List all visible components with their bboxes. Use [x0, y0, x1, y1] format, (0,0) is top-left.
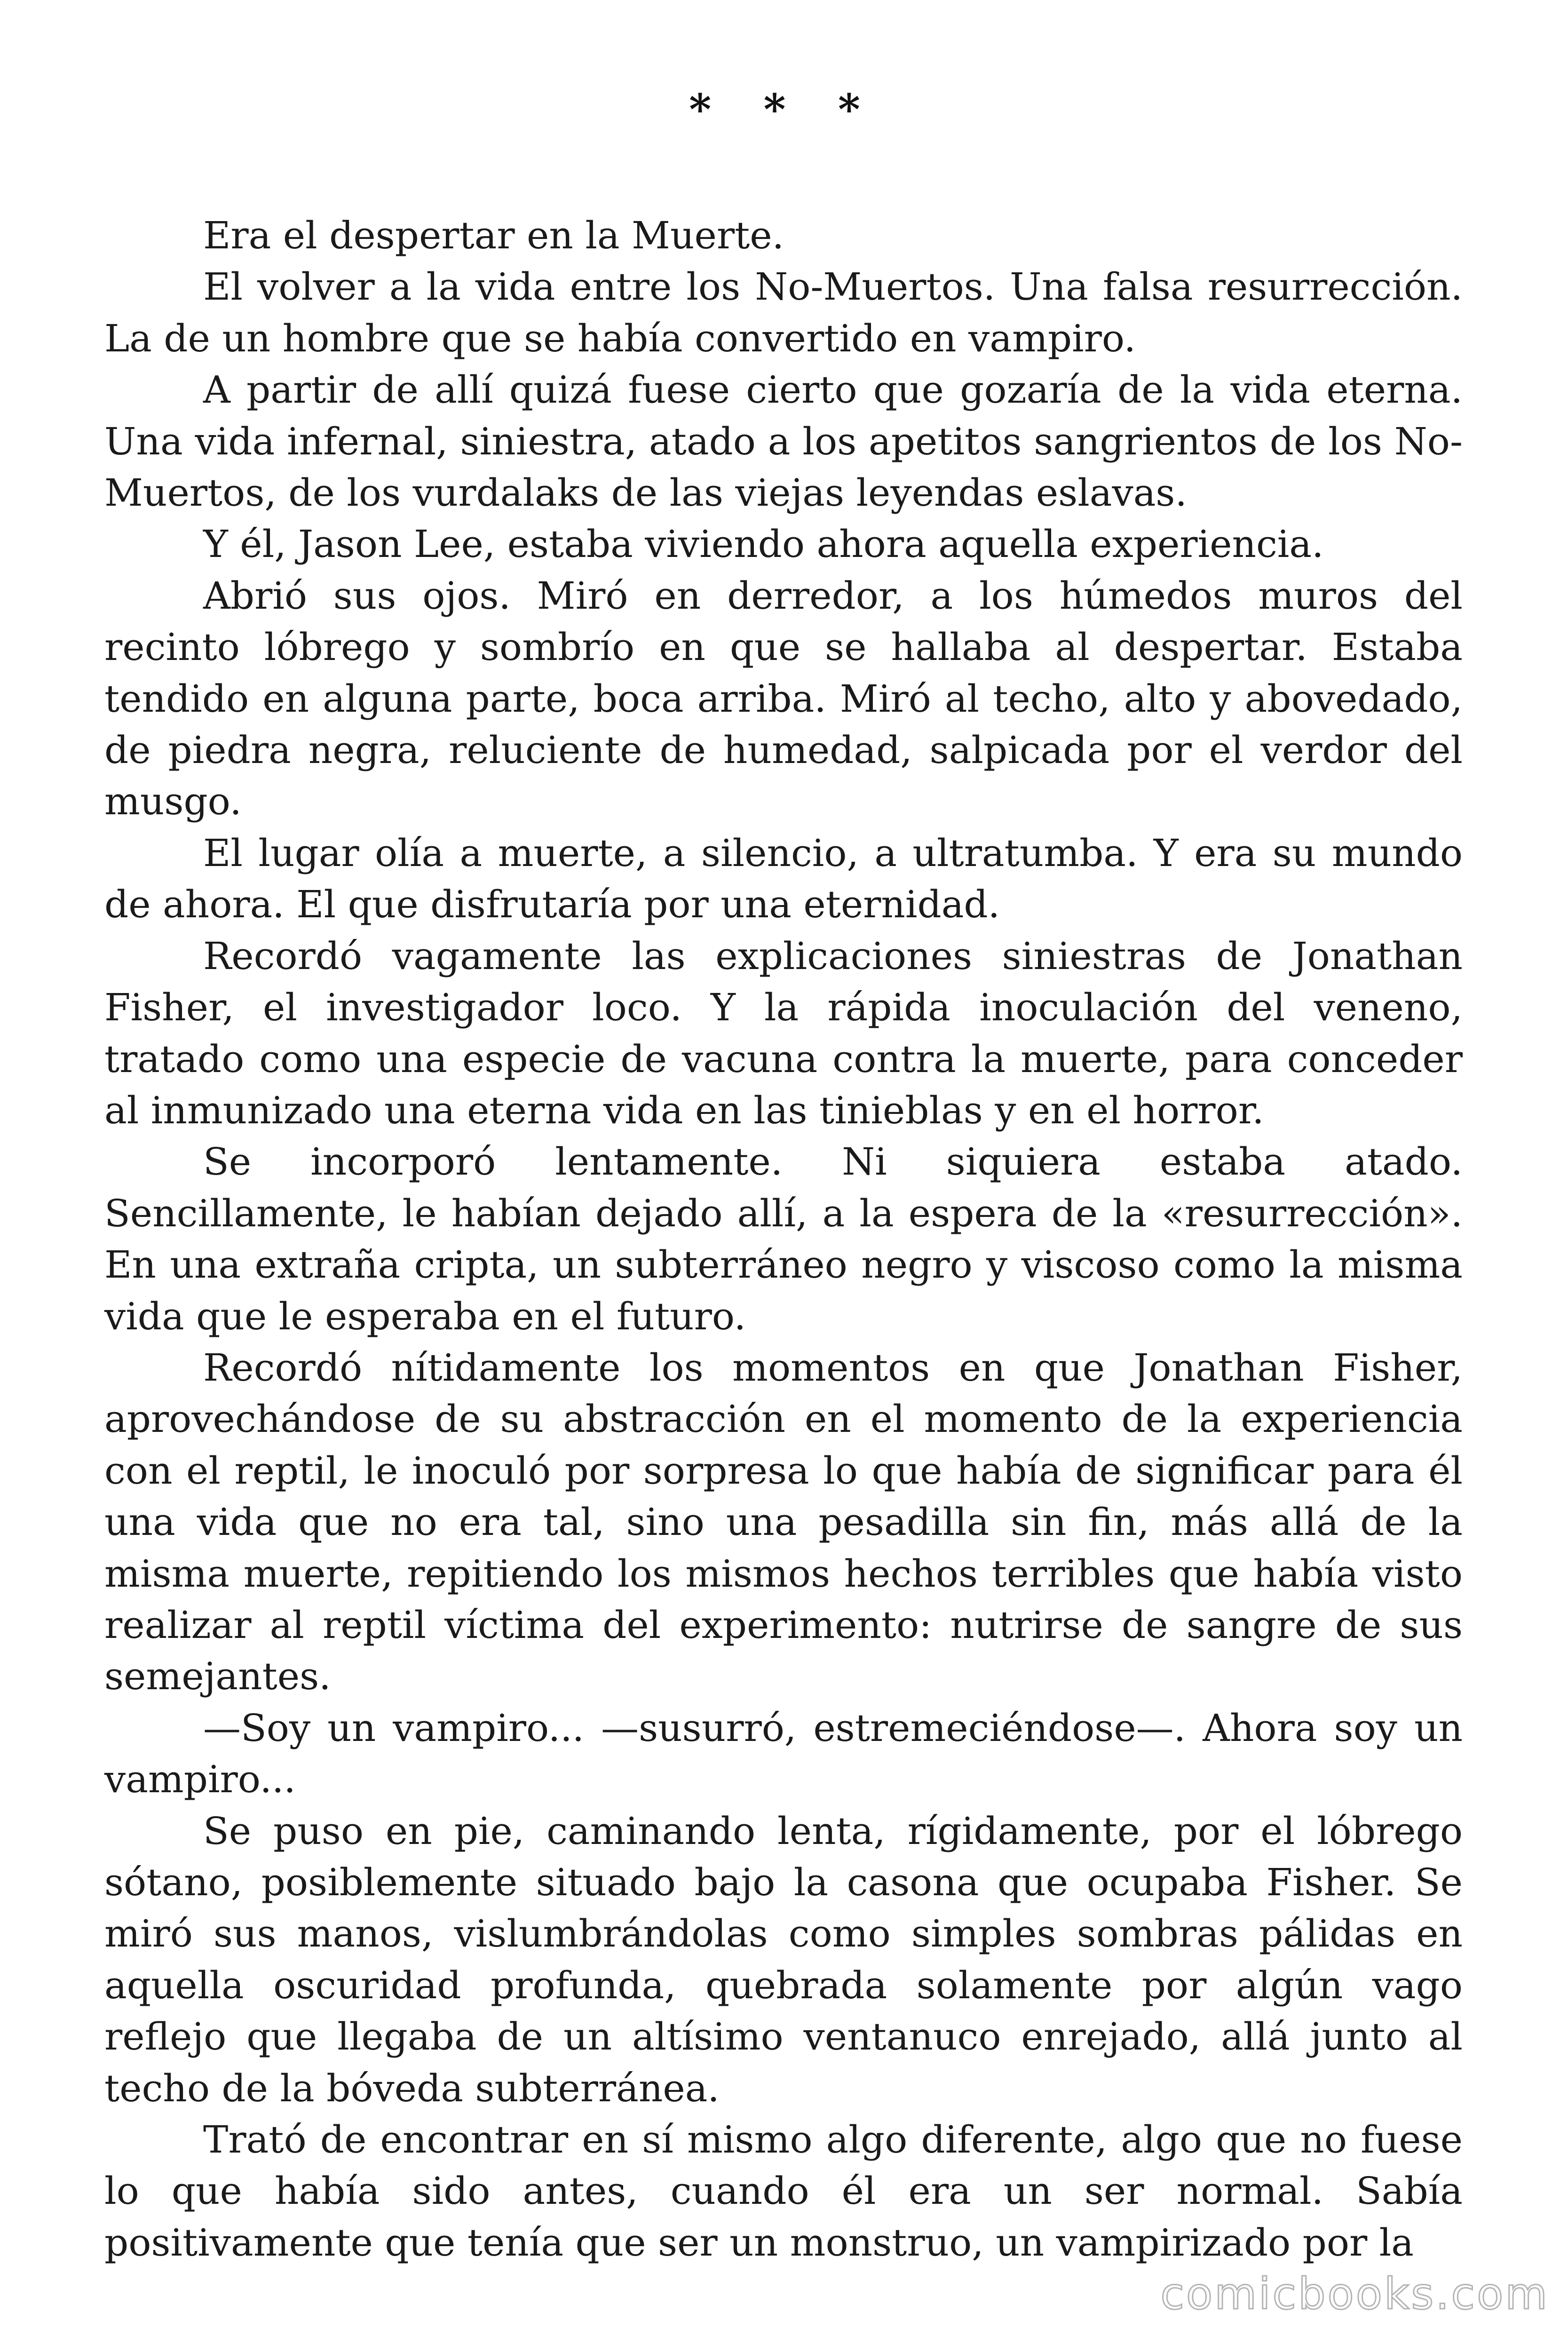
- paragraph: —Soy un vampiro... —susurró, estremeciéndose—. Ahora soy un vampiro...: [104, 1706, 1463, 1802]
- paragraph: Y él, Jason Lee, estaba viviendo ahora aquella experiencia.: [203, 522, 1324, 566]
- paragraph: Se incorporó lentamente. Ni siquiera estaba atado. Sencillamente, le habían dejado allí, a la espera de la «resurrección». En una extraña cripta, un subterráneo negro y viscoso como la misma vida que le esperaba en el futuro.: [104, 1140, 1463, 1338]
- paragraph: Se puso en pie, caminando lenta, rígidamente, por el lóbrego sótano, posiblemente situado bajo la casona que ocupaba Fisher. Se miró sus manos, vislumbrándolas como simples sombras pálidas en aquella oscuridad profunda, quebrada solamente por algún vago reflejo que llegaba de un altísimo ventanuco enrejado, allá junto al techo de la bóveda subterránea.: [104, 1809, 1463, 2110]
- paragraph: Recordó vagamente las explicaciones siniestras de Jonathan Fisher, el investigador loco. Y la rápida inoculación del veneno, tratado como una especie de vacuna contra la muerte, para conceder al inmunizado una eterna vida en las tinieblas y en el horror.: [104, 934, 1463, 1132]
- section-separator: * * *: [689, 85, 879, 135]
- paragraph: A partir de allí quizá fuese cierto que gozaría de la vida eterna. Una vida infernal, siniestra, atado a los apetitos sangrientos de los No-Muertos, de los vurdalaks de las viejas leyendas eslavas.: [104, 368, 1463, 515]
- paragraph: Recordó nítidamente los momentos en que Jonathan Fisher, aprovechándose de su abstracción en el momento de la experiencia con el reptil, le inoculó por sorpresa lo que había de significar para él una vida que no era tal, sino una pesadilla sin fin, más allá de la misma muerte, repitiendo los mismos hechos terribles que había visto realizar al reptil víctima del experimento: nutrirse de sangre de sus semejantes.: [104, 1345, 1463, 1699]
- paragraph: Trató de encontrar en sí mismo algo diferente, algo que no fuese lo que había sido antes, cuando él era un ser normal. Sabía positivamente que tenía que ser un monstruo, un vampirizado por la: [104, 2118, 1463, 2265]
- paragraph: El lugar olía a muerte, a silencio, a ultratumba. Y era su mundo de ahora. El que disfrutaría por una eternidad.: [104, 831, 1463, 927]
- paragraph: El volver a la vida entre los No-Muertos. Una falsa resurrección. La de un hombre que se había convertido en vampiro.: [104, 265, 1463, 360]
- watermark: comicbooks.com: [1160, 2269, 1549, 2319]
- paragraph: Era el despertar en la Muerte.: [203, 214, 784, 257]
- body-text: [104, 210, 1463, 2268]
- paragraph: Abrió sus ojos. Miró en derredor, a los húmedos muros del recinto lóbrego y sombrío en que se hallaba al despertar. Estaba tendido en alguna parte, boca arriba. Miró al techo, alto y abovedado, de piedra negra, reluciente de humedad, salpicada por el verdor del musgo.: [104, 573, 1463, 824]
